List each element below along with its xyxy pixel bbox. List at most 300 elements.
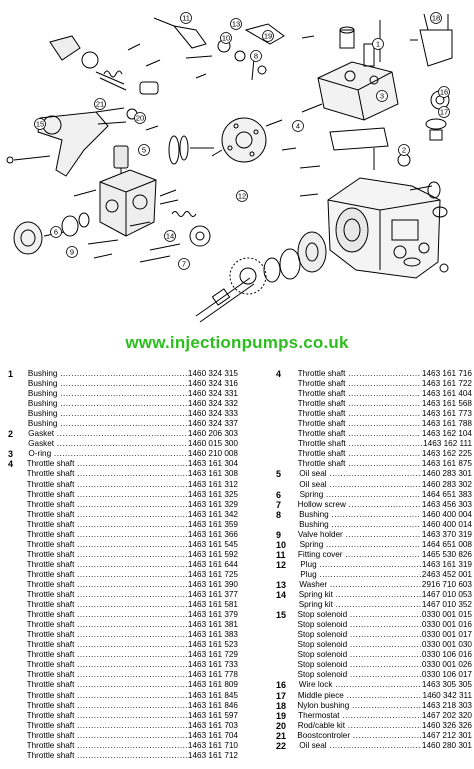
part-code: 0330 001 017 — [421, 630, 472, 640]
part-name: Bushing ..... — [299, 510, 421, 520]
part-code: 1463 161 390 — [187, 579, 238, 589]
part-number-label — [8, 379, 28, 389]
part-name: Bushing ..... — [28, 419, 187, 429]
part-number-label: 8 — [276, 509, 282, 520]
part-code: 0330 001 030 — [421, 640, 472, 650]
svg-text:6: 6 — [53, 227, 59, 237]
part-number-label — [276, 660, 298, 670]
parts-row — [8, 570, 238, 580]
part-code: 1464 651 008 — [421, 539, 472, 549]
parts-row — [276, 590, 472, 600]
part-code: 1463 305 305 — [421, 680, 472, 690]
throttle-lever — [154, 18, 284, 80]
part-code: 1463 161 722 — [421, 379, 472, 389]
part-code: 0330 001 015 — [421, 610, 472, 620]
callout-6 — [51, 227, 62, 238]
part-name: Throttle shaft ..... — [27, 640, 187, 650]
parts-row — [8, 741, 238, 751]
part-number-label — [8, 560, 27, 570]
part-number-label: 13 — [276, 579, 287, 590]
part-name: Hollow screw ..... — [298, 500, 421, 510]
part-number-label: 12 — [276, 559, 287, 570]
part-code: 1463 161 725 — [187, 569, 238, 579]
part-number-label — [8, 650, 27, 660]
parts-row — [8, 389, 238, 399]
part-name: Stop solenoid ..... — [298, 660, 421, 670]
callout-3 — [377, 91, 388, 102]
part-code: 1463 161 644 — [187, 559, 238, 569]
parts-row — [276, 439, 472, 449]
part-number-label: 1 — [8, 369, 14, 379]
parts-row — [8, 751, 238, 761]
part-name: Throttle shaft ..... — [27, 731, 187, 741]
part-number-label: 11 — [276, 549, 286, 560]
part-name: Throttle shaft ..... — [298, 379, 421, 389]
svg-text:12: 12 — [237, 191, 247, 201]
part-code: 1463 161 704 — [187, 730, 238, 740]
part-name: O-ring ..... — [28, 449, 187, 459]
part-number-label — [276, 640, 298, 650]
parts-row — [8, 560, 238, 570]
part-code: 1463 161 308 — [187, 469, 238, 479]
part-code: 1463 161 788 — [421, 419, 472, 429]
parts-row — [276, 660, 472, 670]
part-code: 1460 400 004 — [421, 509, 472, 519]
parts-row — [8, 731, 238, 741]
parts-row — [8, 490, 238, 500]
part-name: Bushing ..... — [28, 409, 187, 419]
part-number-label — [8, 399, 28, 409]
part-name: Bushing ..... — [28, 399, 187, 409]
part-number-label — [8, 590, 27, 600]
parts-row — [8, 691, 238, 701]
svg-text:13: 13 — [231, 19, 241, 29]
part-name: Oil seal ..... — [299, 480, 421, 490]
callout-18 — [431, 13, 442, 24]
part-number-label — [276, 620, 298, 630]
part-name: Throttle shaft ..... — [27, 650, 187, 660]
part-code: 1460 342 311 — [422, 690, 472, 700]
callout-20 — [135, 113, 146, 124]
part-number-label — [8, 741, 27, 751]
part-code: 1460 283 302 — [421, 479, 472, 489]
svg-text:4: 4 — [295, 121, 301, 131]
pump-housing — [328, 178, 440, 278]
parts-row — [8, 369, 238, 379]
part-code: 1460 206 303 — [187, 429, 238, 439]
parts-row — [276, 379, 472, 389]
part-code: 1460 324 337 — [187, 419, 238, 429]
callout-7 — [179, 259, 190, 270]
parts-row — [8, 449, 238, 459]
part-code: 1463 161 377 — [187, 590, 238, 600]
part-number-label — [8, 691, 27, 701]
part-code: 1463 161 342 — [187, 509, 238, 519]
part-name: Throttle shaft ..... — [27, 630, 187, 640]
part-name: Bushing ..... — [28, 379, 187, 389]
part-number-label — [8, 630, 27, 640]
part-number-label: 18 — [276, 700, 287, 711]
part-number-label — [276, 429, 298, 439]
parts-row — [8, 379, 238, 389]
part-number-label: 19 — [276, 710, 287, 721]
parts-row — [8, 480, 238, 490]
parts-row — [276, 610, 472, 620]
part-code: 1460 324 315 — [187, 369, 238, 378]
part-code: 1465 530 826 — [421, 549, 472, 559]
part-name: Oil seal ..... — [299, 741, 421, 751]
part-number-label — [8, 389, 28, 399]
parts-row — [276, 630, 472, 640]
part-number-label — [8, 660, 27, 670]
part-code: 1463 161 383 — [187, 630, 238, 640]
parts-row — [276, 500, 472, 510]
callout-21 — [95, 99, 106, 110]
parts-list-left — [8, 369, 238, 761]
part-code: 1463 162 104 — [421, 429, 472, 439]
parts-row — [276, 620, 472, 630]
part-number-label — [276, 409, 298, 419]
part-code: 2916 710 603 — [421, 579, 472, 589]
part-code: 1463 161 875 — [421, 459, 472, 469]
part-number-label: 22 — [276, 740, 287, 751]
part-number-label — [8, 670, 27, 680]
part-number-label — [8, 620, 27, 630]
parts-row — [8, 530, 238, 540]
part-code: 1463 161 710 — [187, 740, 238, 750]
part-name: Spring kit ..... — [299, 600, 421, 610]
parts-row — [276, 640, 472, 650]
part-name: Throttle shaft ..... — [27, 620, 187, 630]
parts-row — [8, 500, 238, 510]
parts-row — [8, 711, 238, 721]
parts-row — [8, 650, 238, 660]
part-code: 1463 161 773 — [421, 409, 472, 419]
svg-text:17: 17 — [439, 107, 449, 117]
part-number-label — [8, 409, 28, 419]
parts-row — [8, 620, 238, 630]
part-code: 1464 651 383 — [421, 489, 472, 499]
part-code: 1463 161 712 — [187, 750, 238, 760]
parts-row — [8, 550, 238, 560]
part-name: Throttle shaft ..... — [27, 590, 187, 600]
part-name: Throttle shaft ..... — [27, 459, 187, 469]
part-number-label — [8, 540, 27, 550]
parts-row — [276, 490, 472, 500]
part-name: Throttle shaft ..... — [27, 610, 187, 620]
parts-row — [276, 560, 472, 570]
part-name: Gasket ..... — [28, 429, 187, 439]
part-number-label: 16 — [276, 680, 287, 691]
part-name: Throttle shaft ..... — [27, 570, 187, 580]
part-name: Spring ..... — [300, 490, 421, 500]
part-number-label: 4 — [276, 369, 282, 379]
part-code: 1463 161 716 — [421, 369, 472, 378]
part-number-label — [8, 680, 27, 690]
part-name: Throttle shaft ..... — [27, 660, 187, 670]
part-code: 0330 001 026 — [421, 660, 472, 670]
governor-bracket — [50, 36, 160, 94]
parts-row — [276, 459, 472, 469]
part-name: Throttle shaft ..... — [27, 741, 187, 751]
website-url[interactable]: www.injectionpumps.co.uk — [125, 333, 349, 352]
part-name: Throttle shaft ..... — [27, 670, 187, 680]
parts-row — [8, 701, 238, 711]
part-number-label — [276, 419, 298, 429]
parts-row — [276, 540, 472, 550]
parts-row — [276, 429, 472, 439]
part-number-label: 21 — [276, 730, 287, 741]
part-number-label: 17 — [276, 690, 287, 701]
callout-10 — [221, 33, 232, 44]
parts-row — [276, 520, 472, 530]
part-name: Throttle shaft ..... — [27, 721, 187, 731]
part-name: Throttle shaft ..... — [27, 560, 187, 570]
svg-text:15: 15 — [35, 119, 45, 129]
parts-row — [276, 650, 472, 660]
part-name: Throttle shaft ..... — [27, 691, 187, 701]
svg-text:21: 21 — [95, 99, 105, 109]
part-name: Spring ..... — [300, 540, 421, 550]
svg-text:5: 5 — [141, 145, 147, 155]
part-code: 1463 161 581 — [187, 600, 238, 610]
part-code: 0330 106 016 — [421, 650, 472, 660]
parts-row — [276, 449, 472, 459]
part-code: 1467 202 320 — [421, 710, 472, 720]
parts-row — [276, 480, 472, 490]
top-cover — [318, 20, 398, 120]
part-code: 1463 370 319 — [421, 529, 472, 539]
part-number-label — [276, 520, 299, 530]
part-name: Nylon bushing ..... — [297, 701, 421, 711]
parts-row — [8, 630, 238, 640]
svg-text:2: 2 — [401, 145, 407, 155]
part-code: 1463 161 846 — [187, 700, 238, 710]
part-name: Valve holder ..... — [298, 530, 421, 540]
part-name: Spring kit ..... — [299, 590, 421, 600]
part-number-label — [276, 480, 299, 490]
part-code: 1463 218 303 — [421, 700, 472, 710]
callout-11 — [181, 13, 192, 24]
part-code: 1463 161 703 — [187, 720, 238, 730]
cam-disk — [230, 232, 326, 294]
part-number-label — [8, 580, 27, 590]
callout-1 — [373, 39, 384, 50]
part-name: Stop solenoid ..... — [298, 620, 421, 630]
svg-text:1: 1 — [375, 39, 381, 49]
parts-row — [276, 680, 472, 690]
callout-4 — [293, 121, 304, 132]
part-code: 1460 324 331 — [187, 389, 238, 399]
parts-row — [276, 530, 472, 540]
part-name: Throttle shaft ..... — [298, 389, 421, 399]
part-number-label: 5 — [276, 469, 282, 480]
part-name: Boostcontroler ..... — [297, 731, 421, 741]
part-code: 1463 161 592 — [187, 549, 238, 559]
part-code: 1463 161 733 — [187, 660, 238, 670]
part-name: Stop solenoid ..... — [298, 650, 421, 660]
part-name: Throttle shaft ..... — [27, 680, 187, 690]
parts-row — [276, 550, 472, 560]
part-name: Throttle shaft ..... — [298, 459, 421, 469]
part-code: 1460 015 300 — [187, 439, 238, 449]
svg-text:18: 18 — [431, 13, 441, 23]
part-name: Thermostat ..... — [298, 711, 421, 721]
parts-row — [276, 701, 472, 711]
parts-row — [8, 429, 238, 439]
parts-row — [8, 670, 238, 680]
part-number-label — [276, 670, 298, 680]
part-number-label: 6 — [276, 489, 282, 500]
part-number-label — [8, 721, 27, 731]
callout-13 — [231, 19, 242, 30]
part-name: Rod/cable kit ..... — [298, 721, 421, 731]
distributor-plate — [212, 118, 282, 162]
part-code: 0330 106 017 — [421, 670, 472, 680]
part-name: Throttle shaft ..... — [298, 439, 422, 449]
parts-row — [8, 660, 238, 670]
part-name: Stop solenoid ..... — [298, 640, 421, 650]
part-number-label — [8, 701, 27, 711]
part-code: 1463 161 404 — [421, 389, 472, 399]
parts-row — [8, 721, 238, 731]
parts-row — [276, 580, 472, 590]
part-code: 1460 280 301 — [421, 740, 472, 750]
part-number-label — [8, 610, 27, 620]
part-number-label: 20 — [276, 720, 287, 731]
svg-text:7: 7 — [181, 259, 187, 269]
part-code: 2463 452 001 — [421, 569, 472, 579]
part-code: 1467 212 301 — [421, 730, 472, 740]
part-code: 0330 001 016 — [421, 620, 472, 630]
parts-row — [8, 640, 238, 650]
callout-17 — [439, 107, 450, 118]
parts-row — [276, 369, 472, 379]
part-code: 1463 161 778 — [187, 670, 238, 680]
part-code: 1463 161 312 — [187, 479, 238, 489]
part-code: 1463 161 381 — [187, 620, 238, 630]
part-code: 1463 161 523 — [187, 640, 238, 650]
part-name: Stop solenoid ..... — [298, 670, 421, 680]
part-number-label — [276, 399, 298, 409]
parts-row — [276, 419, 472, 429]
part-name: Throttle shaft ..... — [27, 510, 187, 520]
parts-row — [276, 389, 472, 399]
part-name: Throttle shaft ..... — [27, 580, 187, 590]
part-code: 1463 162 111 — [423, 439, 472, 449]
part-name: Throttle shaft ..... — [27, 530, 187, 540]
part-number-label: 7 — [276, 499, 282, 510]
part-code: 1463 161 325 — [187, 489, 238, 499]
part-code: 1463 161 304 — [187, 459, 238, 469]
part-code: 1463 161 329 — [187, 499, 238, 509]
part-name: Bushing ..... — [299, 520, 421, 530]
part-name: Throttle shaft ..... — [298, 449, 421, 459]
parts-row — [276, 510, 472, 520]
hydraulic-head — [100, 170, 178, 236]
part-code: 1460 324 333 — [187, 409, 238, 419]
part-name: Stop solenoid ..... — [298, 610, 421, 620]
part-name: Bushing ..... — [28, 389, 187, 399]
parts-row — [8, 409, 238, 419]
part-number-label: 9 — [276, 529, 282, 540]
part-number-label — [8, 480, 27, 490]
part-number-label — [8, 640, 27, 650]
part-number-label — [8, 751, 27, 761]
part-number-label — [8, 550, 27, 560]
part-code: 1460 324 332 — [187, 399, 238, 409]
part-number-label — [8, 469, 27, 479]
part-name: Wire lock ..... — [299, 680, 421, 690]
svg-text:20: 20 — [135, 113, 145, 123]
part-code: 1460 400 014 — [421, 519, 472, 529]
parts-row — [276, 670, 472, 680]
callout-5 — [139, 145, 150, 156]
part-number-label — [8, 510, 27, 520]
svg-text:3: 3 — [379, 91, 385, 101]
part-number-label — [276, 439, 298, 449]
part-name: Stop solenoid ..... — [298, 630, 421, 640]
parts-row — [8, 610, 238, 620]
svg-text:16: 16 — [439, 87, 449, 97]
part-number-label — [8, 711, 27, 721]
part-number-label — [8, 490, 27, 500]
part-code: 1467 010 352 — [421, 600, 472, 610]
callout-2 — [399, 145, 410, 156]
parts-row — [8, 680, 238, 690]
part-name: Throttle shaft ..... — [27, 540, 187, 550]
part-code: 1463 161 809 — [187, 680, 238, 690]
part-number-label: 15 — [276, 610, 287, 621]
part-name: Middle piece ..... — [298, 691, 422, 701]
part-number-label — [276, 570, 300, 580]
part-name: Throttle shaft ..... — [27, 751, 187, 761]
part-name: Throttle shaft ..... — [27, 600, 187, 610]
parts-row — [276, 711, 472, 721]
parts-row — [8, 510, 238, 520]
callout-15 — [35, 119, 46, 130]
part-name: Throttle shaft ..... — [27, 550, 187, 560]
parts-row — [8, 459, 238, 469]
parts-row — [276, 570, 472, 580]
part-code: 1463 161 729 — [187, 650, 238, 660]
part-name: Gasket ..... — [28, 439, 187, 449]
part-number-label — [8, 570, 27, 580]
svg-text:19: 19 — [263, 31, 273, 41]
parts-row — [276, 741, 472, 751]
part-number-label: 10 — [276, 539, 287, 550]
callout-9 — [67, 247, 78, 258]
part-name: Throttle shaft ..... — [27, 469, 187, 479]
part-code: 1460 283 301 — [421, 469, 472, 479]
part-number-label: 4 — [8, 459, 14, 470]
pressure-valve — [420, 14, 452, 140]
part-name: Throttle shaft ..... — [27, 701, 187, 711]
svg-text:8: 8 — [253, 51, 259, 61]
parts-row — [276, 600, 472, 610]
part-number-label — [276, 449, 298, 459]
part-name: Throttle shaft ..... — [27, 520, 187, 530]
part-code: 1463 162 225 — [421, 449, 472, 459]
parts-row — [8, 469, 238, 479]
part-number-label — [8, 600, 27, 610]
part-number-label — [276, 600, 299, 610]
part-code: 1463 161 379 — [187, 610, 238, 620]
part-number-label — [8, 419, 28, 429]
parts-row — [276, 721, 472, 731]
part-number-label — [276, 650, 298, 660]
part-name: Plug ..... — [300, 570, 421, 580]
